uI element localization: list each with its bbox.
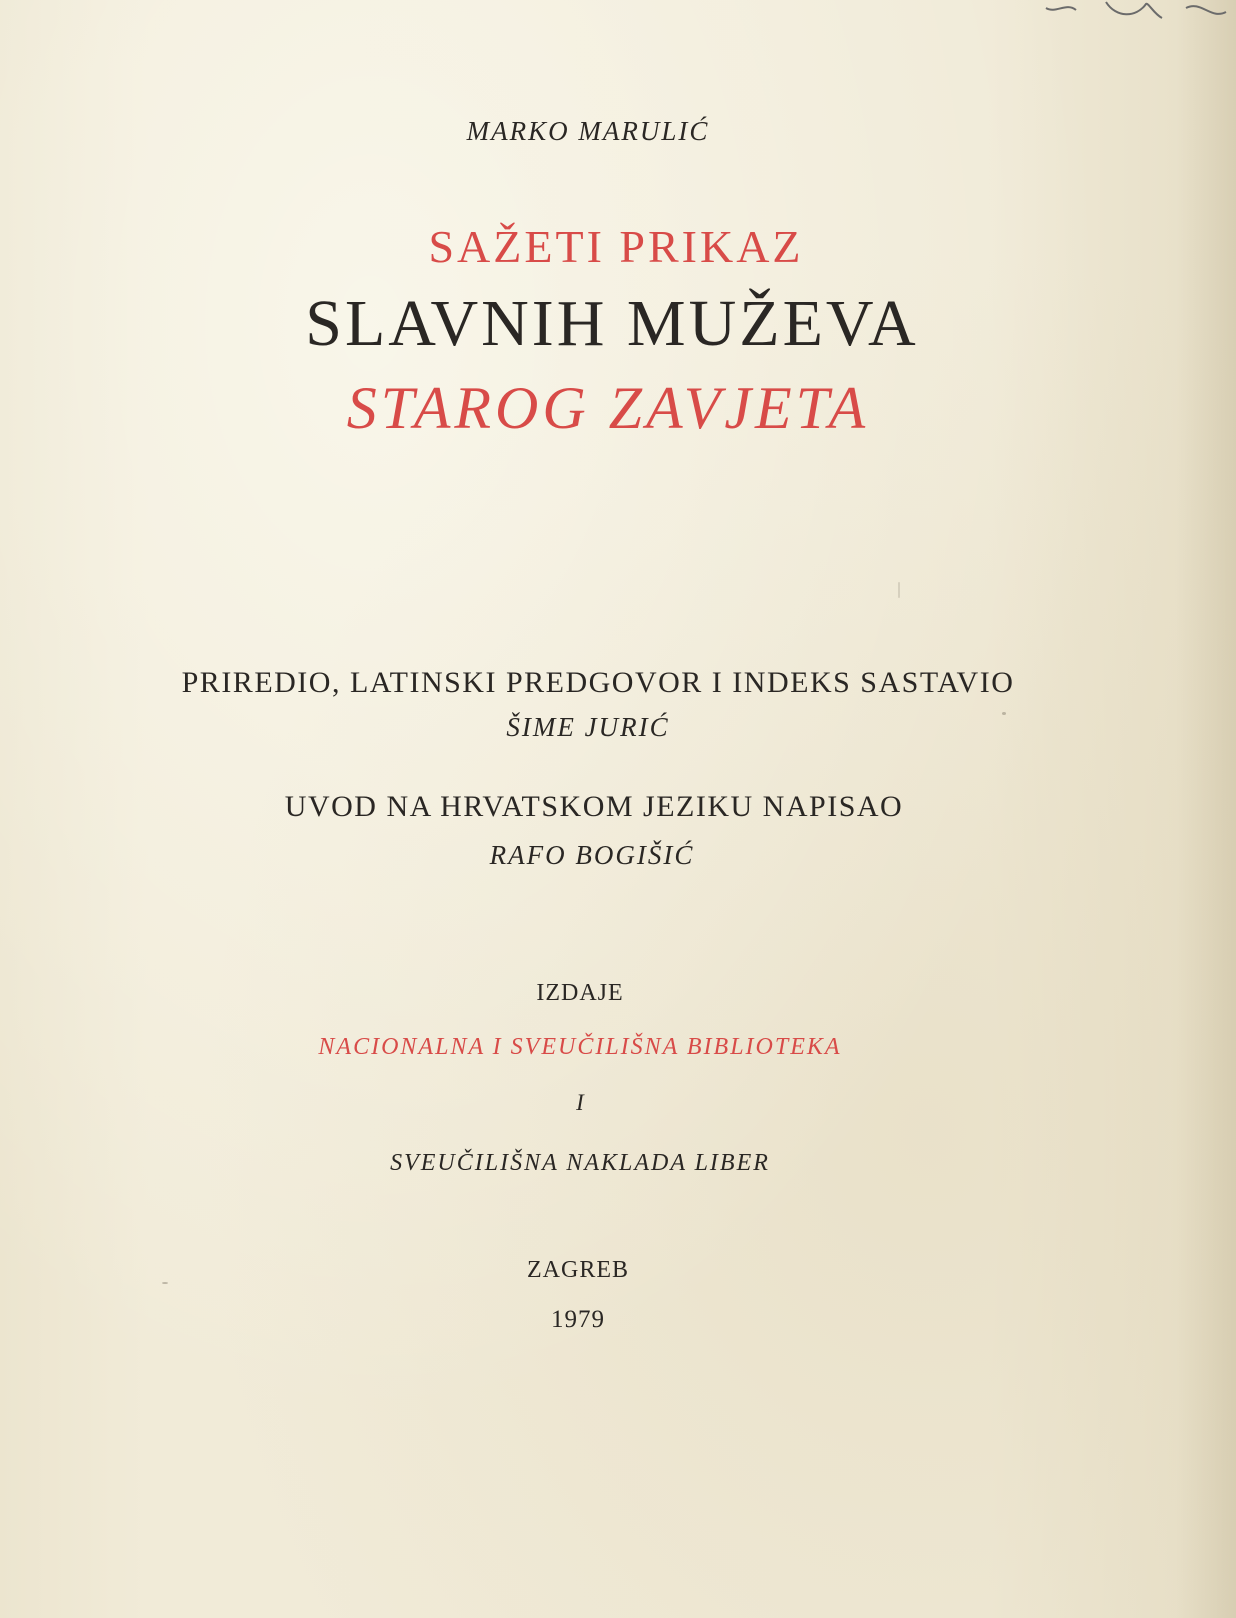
intro-author-role: UVOD NA HRVATSKOM JEZIKU NAPISAO <box>284 790 904 823</box>
title-line-2: SLAVNIH MUŽEVA <box>305 287 919 360</box>
publisher-conjunction: I <box>576 1090 584 1115</box>
author-name: MARKO MARULIĆ <box>466 116 710 146</box>
pencil-mark-icon <box>1036 0 1236 40</box>
publisher-label: IZDAJE <box>536 980 624 1006</box>
paper-speck <box>898 582 900 598</box>
publisher-first: NACIONALNA I SVEUČILIŠNA BIBLIOTEKA <box>318 1034 842 1060</box>
editor-name: ŠIME JURIĆ <box>506 712 670 742</box>
paper-speck <box>162 1282 168 1284</box>
publisher-second: SVEUČILIŠNA NAKLADA LIBER <box>390 1150 770 1176</box>
imprint-year: 1979 <box>551 1306 605 1333</box>
editor-role: PRIREDIO, LATINSKI PREDGOVOR I INDEKS SASTAVIO <box>181 666 1015 699</box>
imprint-city: ZAGREB <box>527 1257 629 1283</box>
title-line-1: SAŽETI PRIKAZ <box>428 221 804 272</box>
title-line-3: STAROG ZAVJETA <box>346 375 870 441</box>
intro-author-name: RAFO BOGIŠIĆ <box>489 840 695 870</box>
paper-speck <box>1002 712 1006 715</box>
